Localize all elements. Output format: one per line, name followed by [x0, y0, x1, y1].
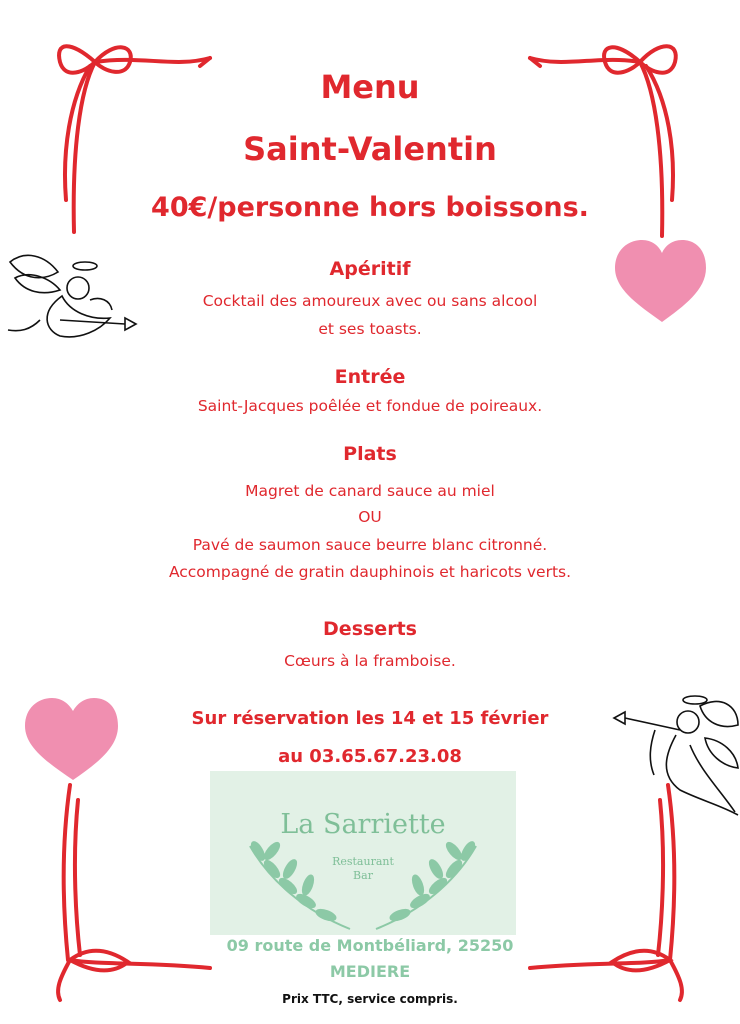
olive-branch-icon	[210, 771, 516, 935]
plats-line-3: Pavé de saumon sauce beurre blanc citronné.	[192, 536, 548, 554]
reservation-dates: Sur réservation les 14 et 15 février	[191, 708, 549, 729]
plats-line-4: Accompagné de gratin dauphinois et haricots verts.	[168, 563, 572, 581]
plats-line-1: Magret de canard sauce au miel	[245, 482, 495, 500]
aperitif-line-2: et ses toasts.	[318, 320, 422, 338]
section-title-plats: Plats	[343, 443, 397, 465]
menu-subtitle: Saint-Valentin	[243, 130, 497, 168]
logo-subtitle-bar: Bar	[353, 869, 373, 882]
aperitif-line-1: Cocktail des amoureux avec ou sans alcool	[202, 292, 538, 310]
address-town: MEDIERE	[329, 962, 411, 981]
desserts-line-1: Cœurs à la framboise.	[284, 652, 456, 670]
entree-line-1: Saint-Jacques poêlée et fondue de poireaux.	[197, 397, 543, 415]
section-title-entree: Entrée	[334, 366, 406, 388]
menu-price: 40€/personne hors boissons.	[151, 192, 589, 223]
reservation-phone: au 03.65.67.23.08	[278, 746, 462, 767]
logo-name: La Sarriette	[280, 809, 446, 840]
section-title-aperitif: Apéritif	[329, 258, 411, 280]
section-title-desserts: Desserts	[323, 618, 417, 640]
menu-title: Menu	[320, 68, 420, 106]
address-street: 09 route de Montbéliard, 25250	[226, 936, 514, 955]
logo-subtitle-restaurant: Restaurant	[332, 855, 394, 868]
restaurant-logo	[210, 771, 516, 935]
price-note: Prix TTC, service compris.	[282, 992, 458, 1006]
plats-line-2: OU	[358, 508, 382, 526]
